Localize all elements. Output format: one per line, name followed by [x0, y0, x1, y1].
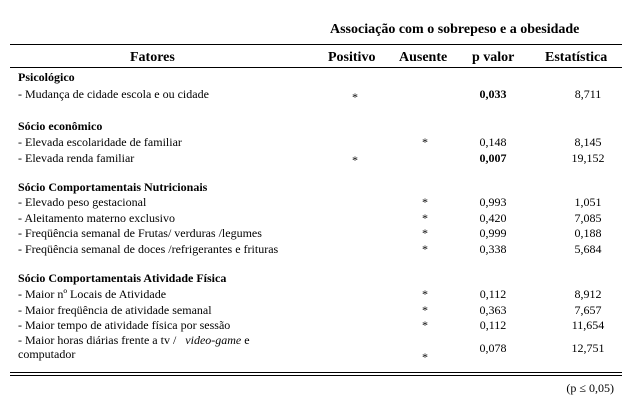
statistic: 8,145 [574, 135, 602, 149]
row-label-italic: video-game [185, 333, 242, 347]
statistic: 7,657 [574, 303, 602, 317]
table-row [0, 350, 631, 366]
row-label: - Maior tempo de atividade física por sessão [18, 318, 231, 332]
positivo-mark: * [352, 153, 358, 167]
statistic: 11,654 [571, 318, 605, 332]
col-positivo: Positivo [328, 50, 376, 65]
section-title: Sócio Comportamentais Nutricionais [18, 180, 208, 194]
significance-note: (p ≤ 0,05) [566, 381, 614, 395]
p-value: 0,112 [479, 318, 507, 332]
row-label: - Aleitamento materno exclusivo [18, 211, 175, 225]
statistic: 1,051 [574, 195, 602, 209]
section-title: Sócio Comportamentais Atividade Física [18, 271, 227, 285]
p-value: 0,420 [479, 211, 507, 225]
ausente-mark: * [422, 226, 428, 240]
p-value: 0,112 [479, 287, 507, 301]
table-row [0, 211, 631, 227]
ausente-mark: * [422, 303, 428, 317]
ausente-mark: * [422, 195, 428, 209]
table-row [0, 195, 631, 211]
top-rule [10, 44, 622, 45]
statistic: 7,085 [574, 211, 602, 225]
statistic: 8,912 [574, 287, 602, 301]
p-value: 0,999 [479, 226, 507, 240]
header-rule [10, 67, 622, 68]
table-row [0, 151, 631, 167]
col-fatores: Fatores [130, 50, 175, 65]
bottom-rule [10, 372, 622, 373]
table-row [0, 226, 631, 242]
table-row [0, 303, 631, 319]
p-value: 0,007 [479, 151, 507, 165]
row-label-line1: - Maior horas diárias frente a tv / [18, 333, 177, 347]
p-value: 0,993 [479, 195, 507, 209]
statistic: 19,152 [571, 151, 605, 165]
ausente-mark: * [422, 318, 428, 332]
section-title: Psicológico [18, 70, 75, 84]
col-pvalor: p valor [472, 50, 515, 65]
row-label: - Elevada renda familiar [18, 151, 135, 165]
row-label: - Maior nº Locais de Atividade [18, 287, 167, 301]
row-label-line2: computador [18, 347, 76, 361]
row-label: - Freqüência semanal de Frutas/ verduras /legumes [18, 226, 262, 240]
statistic: 8,711 [574, 87, 602, 101]
section-title: Sócio econômico [18, 119, 103, 133]
p-value: 0,363 [479, 303, 507, 317]
p-value: 0,033 [479, 87, 507, 101]
ausente-mark: * [422, 350, 428, 364]
p-value: 0,078 [479, 341, 507, 355]
row-label-line1-end: e [244, 333, 250, 347]
statistic: 12,751 [571, 341, 605, 355]
row-label: - Freqüência semanal de doces /refrigerantes e frituras [18, 242, 279, 256]
ausente-mark: * [422, 242, 428, 256]
ausente-mark: * [422, 287, 428, 301]
col-estatistica: Estatística [545, 50, 608, 65]
table-title: Associação com o sobrepeso e a obesidade [330, 22, 580, 37]
col-ausente: Ausente [399, 50, 448, 65]
positivo-mark: * [352, 90, 358, 104]
table-row [0, 87, 631, 103]
bottom-rule-double [10, 375, 622, 376]
ausente-mark: * [422, 135, 428, 149]
row-label: - Mudança de cidade escola e ou cidade [18, 87, 209, 101]
ausente-mark: * [422, 211, 428, 225]
p-value: 0,338 [479, 242, 507, 256]
table-row [0, 318, 631, 334]
p-value: 0,148 [479, 135, 507, 149]
row-label: - Elevado peso gestacional [18, 195, 147, 209]
table-row [0, 135, 631, 151]
statistic: 5,684 [574, 242, 602, 256]
row-label: - Elevada escolaridade de familiar [18, 135, 182, 149]
row-label: - Maior freqüência de atividade semanal [18, 303, 212, 317]
table-row [0, 287, 631, 303]
statistic: 0,188 [574, 226, 602, 240]
table-row [0, 242, 631, 258]
